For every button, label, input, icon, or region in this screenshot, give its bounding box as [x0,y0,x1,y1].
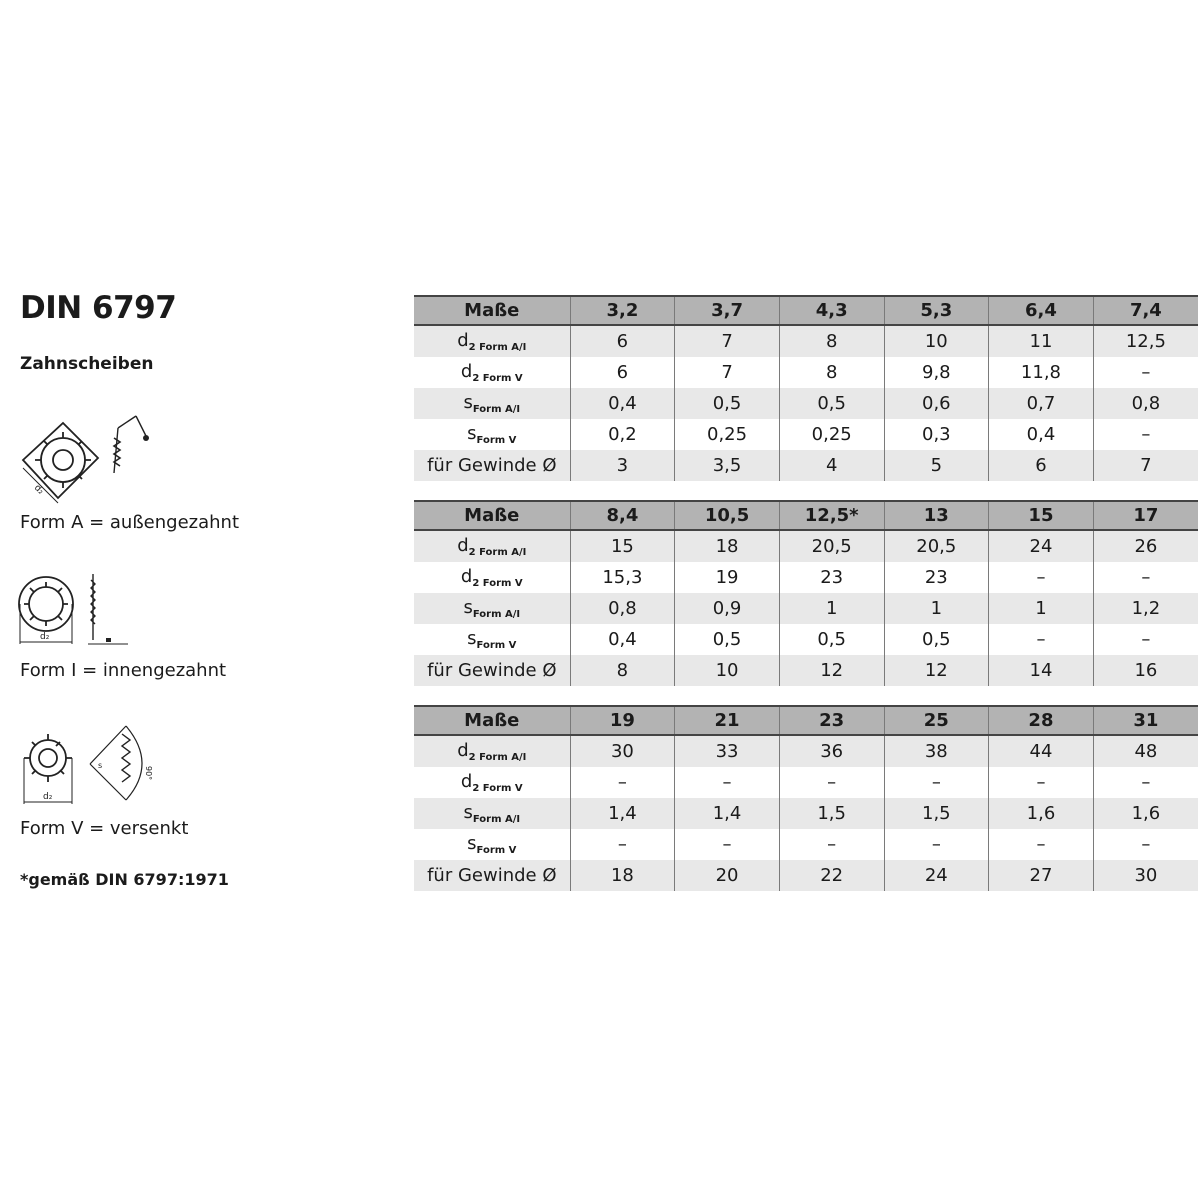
value-cell: 1,4 [570,798,675,829]
value-cell: 3,5 [675,450,780,481]
value-cell: 19 [675,562,780,593]
form-i-washer-diagram [18,566,128,656]
table-row [414,357,1198,388]
table-header-row [414,706,1198,735]
value-cell: 1 [884,593,989,624]
form-v-s-label: s [98,761,103,770]
value-cell: 48 [1093,735,1198,767]
value-cell: 4 [779,450,884,481]
table-row [414,530,1198,562]
row-label: $d_{2 Form A/I}$ [414,325,570,357]
size-cell: 5,3 [884,296,989,325]
value-cell: 6 [989,450,1094,481]
form-v-d2-label: d₂ [43,792,53,802]
dimension-table-1 [414,295,1198,481]
value-cell: – [779,829,884,860]
table-row [414,325,1198,357]
value-cell: – [570,767,675,798]
row-label: für Gewinde Ø [414,450,570,481]
value-cell: 7 [675,357,780,388]
value-cell: 30 [1093,860,1198,891]
value-cell: – [989,767,1094,798]
value-cell: 27 [989,860,1094,891]
form-a-caption: Form A = außengezahnt [20,512,240,533]
value-cell: 23 [779,562,884,593]
value-cell: 1,5 [779,798,884,829]
table-row [414,624,1198,655]
value-cell: 23 [884,562,989,593]
value-cell: – [989,624,1094,655]
value-cell: 20 [675,860,780,891]
header-label: Maße [414,501,570,530]
value-cell: 8 [779,325,884,357]
value-cell: 0,2 [570,419,675,450]
value-cell: 0,25 [779,419,884,450]
table-row [414,388,1198,419]
value-cell: 1,5 [884,798,989,829]
value-cell: 7 [1093,450,1198,481]
row-label: $s_{Form V}$ [414,624,570,655]
size-cell: 4,3 [779,296,884,325]
value-cell: 10 [675,655,780,686]
value-cell: 0,5 [884,624,989,655]
value-cell: – [989,829,1094,860]
size-cell: 17 [1093,501,1198,530]
value-cell: 6 [570,357,675,388]
page-subtitle: Zahnscheiben [20,354,154,374]
form-v-washer-diagram [18,714,178,814]
value-cell: – [1093,624,1198,655]
value-cell: 16 [1093,655,1198,686]
table-row [414,419,1198,450]
value-cell: 22 [779,860,884,891]
value-cell: 0,7 [989,388,1094,419]
value-cell: 26 [1093,530,1198,562]
value-cell: 1 [989,593,1094,624]
value-cell: – [675,767,780,798]
row-label: $s_{Form V}$ [414,419,570,450]
row-label: für Gewinde Ø [414,655,570,686]
row-label: $d_{2 Form V}$ [414,767,570,798]
value-cell: 15 [570,530,675,562]
dimension-table-3 [414,705,1198,891]
row-label: $s_{Form A/I}$ [414,388,570,419]
size-cell: 15 [989,501,1094,530]
table-row [414,593,1198,624]
value-cell: 0,8 [570,593,675,624]
value-cell: – [1093,357,1198,388]
form-i-d2-label: d₂ [40,632,50,642]
value-cell: 10 [884,325,989,357]
value-cell: – [779,767,884,798]
row-label: $s_{Form V}$ [414,829,570,860]
value-cell: 0,4 [570,388,675,419]
value-cell: 20,5 [779,530,884,562]
form-a-washer-diagram [18,408,168,508]
value-cell: 36 [779,735,884,767]
form-v-angle-label: 90° [144,766,153,781]
value-cell: 24 [884,860,989,891]
value-cell: 0,25 [675,419,780,450]
value-cell: 0,5 [779,388,884,419]
form-i-caption: Form I = innengezahnt [20,660,227,681]
size-cell: 31 [1093,706,1198,735]
value-cell: 8 [570,655,675,686]
row-label: $d_{2 Form A/I}$ [414,735,570,767]
table-row [414,860,1198,891]
header-label: Maße [414,706,570,735]
size-cell: 23 [779,706,884,735]
value-cell: – [570,829,675,860]
table-row [414,562,1198,593]
row-label: $s_{Form A/I}$ [414,593,570,624]
value-cell: 0,4 [989,419,1094,450]
size-cell: 3,2 [570,296,675,325]
value-cell: 1,6 [989,798,1094,829]
size-cell: 3,7 [675,296,780,325]
value-cell: 0,6 [884,388,989,419]
value-cell: 14 [989,655,1094,686]
size-cell: 6,4 [989,296,1094,325]
size-cell: 13 [884,501,989,530]
dimension-table-2 [414,500,1198,686]
value-cell: – [1093,829,1198,860]
size-cell: 12,5* [779,501,884,530]
table-row [414,798,1198,829]
size-cell: 25 [884,706,989,735]
size-cell: 8,4 [570,501,675,530]
value-cell: 7 [675,325,780,357]
header-label: Maße [414,296,570,325]
value-cell: 18 [675,530,780,562]
value-cell: 0,5 [779,624,884,655]
value-cell: 8 [779,357,884,388]
table-row [414,655,1198,686]
size-cell: 28 [989,706,1094,735]
value-cell: 1,6 [1093,798,1198,829]
value-cell: 12 [884,655,989,686]
row-label: für Gewinde Ø [414,860,570,891]
table-header-row [414,296,1198,325]
value-cell: 38 [884,735,989,767]
value-cell: 1 [779,593,884,624]
value-cell: – [989,562,1094,593]
table-row [414,767,1198,798]
value-cell: 3 [570,450,675,481]
table-header-row [414,501,1198,530]
table-row [414,829,1198,860]
value-cell: 11,8 [989,357,1094,388]
size-cell: 19 [570,706,675,735]
value-cell: 9,8 [884,357,989,388]
value-cell: – [1093,767,1198,798]
value-cell: 0,8 [1093,388,1198,419]
value-cell: 0,5 [675,624,780,655]
value-cell: 24 [989,530,1094,562]
form-v-caption: Form V = versenkt [20,818,189,839]
row-label: $s_{Form A/I}$ [414,798,570,829]
value-cell: – [884,829,989,860]
value-cell: – [1093,562,1198,593]
value-cell: 0,9 [675,593,780,624]
value-cell: 44 [989,735,1094,767]
value-cell: 0,3 [884,419,989,450]
value-cell: 6 [570,325,675,357]
value-cell: 30 [570,735,675,767]
value-cell: – [675,829,780,860]
row-label: $d_{2 Form V}$ [414,357,570,388]
page-title: DIN 6797 [20,290,177,326]
size-cell: 7,4 [1093,296,1198,325]
value-cell: 18 [570,860,675,891]
size-cell: 10,5 [675,501,780,530]
table-row [414,735,1198,767]
footnote: *gemäß DIN 6797:1971 [20,870,229,889]
value-cell: 12 [779,655,884,686]
value-cell: 15,3 [570,562,675,593]
value-cell: 20,5 [884,530,989,562]
size-cell: 21 [675,706,780,735]
value-cell: – [1093,419,1198,450]
value-cell: – [884,767,989,798]
form-a-d2-label: d₂ [31,483,46,497]
value-cell: 0,5 [675,388,780,419]
value-cell: 12,5 [1093,325,1198,357]
value-cell: 1,4 [675,798,780,829]
value-cell: 0,4 [570,624,675,655]
value-cell: 5 [884,450,989,481]
value-cell: 11 [989,325,1094,357]
row-label: $d_{2 Form V}$ [414,562,570,593]
row-label: $d_{2 Form A/I}$ [414,530,570,562]
value-cell: 1,2 [1093,593,1198,624]
value-cell: 33 [675,735,780,767]
table-row [414,450,1198,481]
